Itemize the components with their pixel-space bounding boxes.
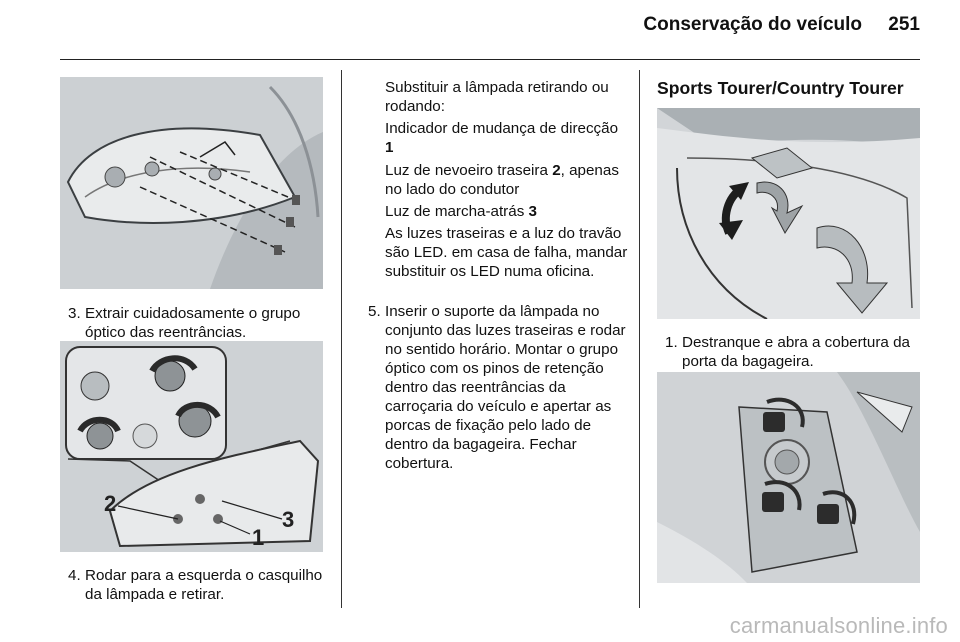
reverse-light-label: Luz de marcha-atrás (385, 203, 525, 220)
reverse-light-ref: 3 (528, 203, 537, 220)
step-4-number: 4. (68, 567, 81, 584)
step-3-text: Extrair cuidadosamente o grupo óptico das reentrâncias. (85, 305, 301, 341)
fog-light-ref: 2 (552, 162, 561, 179)
fog-light-text (385, 161, 630, 199)
intro-text: Substituir a lâmpada retirando ou rodando: (385, 79, 609, 115)
page-number: 251 (888, 14, 920, 35)
callout-2: 2 (104, 491, 117, 516)
reverse-light-text (385, 202, 630, 221)
section-heading: Sports Tourer/Country Tourer (657, 78, 904, 98)
header-divider (60, 59, 920, 60)
watermark: carmanualsonline.info (729, 613, 948, 638)
page-title: Conservação do veículo (643, 14, 862, 35)
figure-bulb-sockets (657, 372, 920, 583)
figure-trunk-cover (657, 108, 920, 319)
fog-light-label: Luz de nevoeiro traseira (385, 162, 548, 179)
turn-indicator-label: Indicador de mudança de direcção (385, 120, 619, 137)
callout-1: 1 (252, 525, 265, 550)
step-3-number: 3. (68, 305, 81, 322)
column-divider-left (341, 70, 342, 608)
step-1-text: Destranque e abra a cobertura da porta da bagageira. (682, 334, 910, 370)
step-1-number: 1. (665, 334, 678, 351)
led-note: As luzes traseiras e a luz do travão são LED. em casa de falha, mandar substituir os LED numa oficina. (385, 225, 628, 280)
fog-light-note: , apenas no lado do condutor (385, 162, 619, 198)
callout-3: 3 (282, 507, 295, 532)
figure-bulb-holder (60, 341, 323, 552)
step-5-number: 5. (368, 303, 381, 320)
step-4-text: Rodar para a esquerda o casquilho da lâmpada e retirar. (85, 567, 323, 603)
turn-indicator-text (385, 119, 630, 157)
figure-taillight-removal (60, 77, 323, 289)
turn-indicator-ref: 1 (385, 139, 394, 156)
column-divider-right (639, 70, 640, 608)
step-5-text: Inserir o suporte da lâmpada no conjunto das luzes traseiras e rodar no sentido horário. Montar o grupo óptico com os pinos de retenção dentro das reentrâncias da carroçaria do veículo e apertar as porcas de fixação pelo lado de dentro da bagageira. Fechar cobertura. (385, 303, 626, 472)
